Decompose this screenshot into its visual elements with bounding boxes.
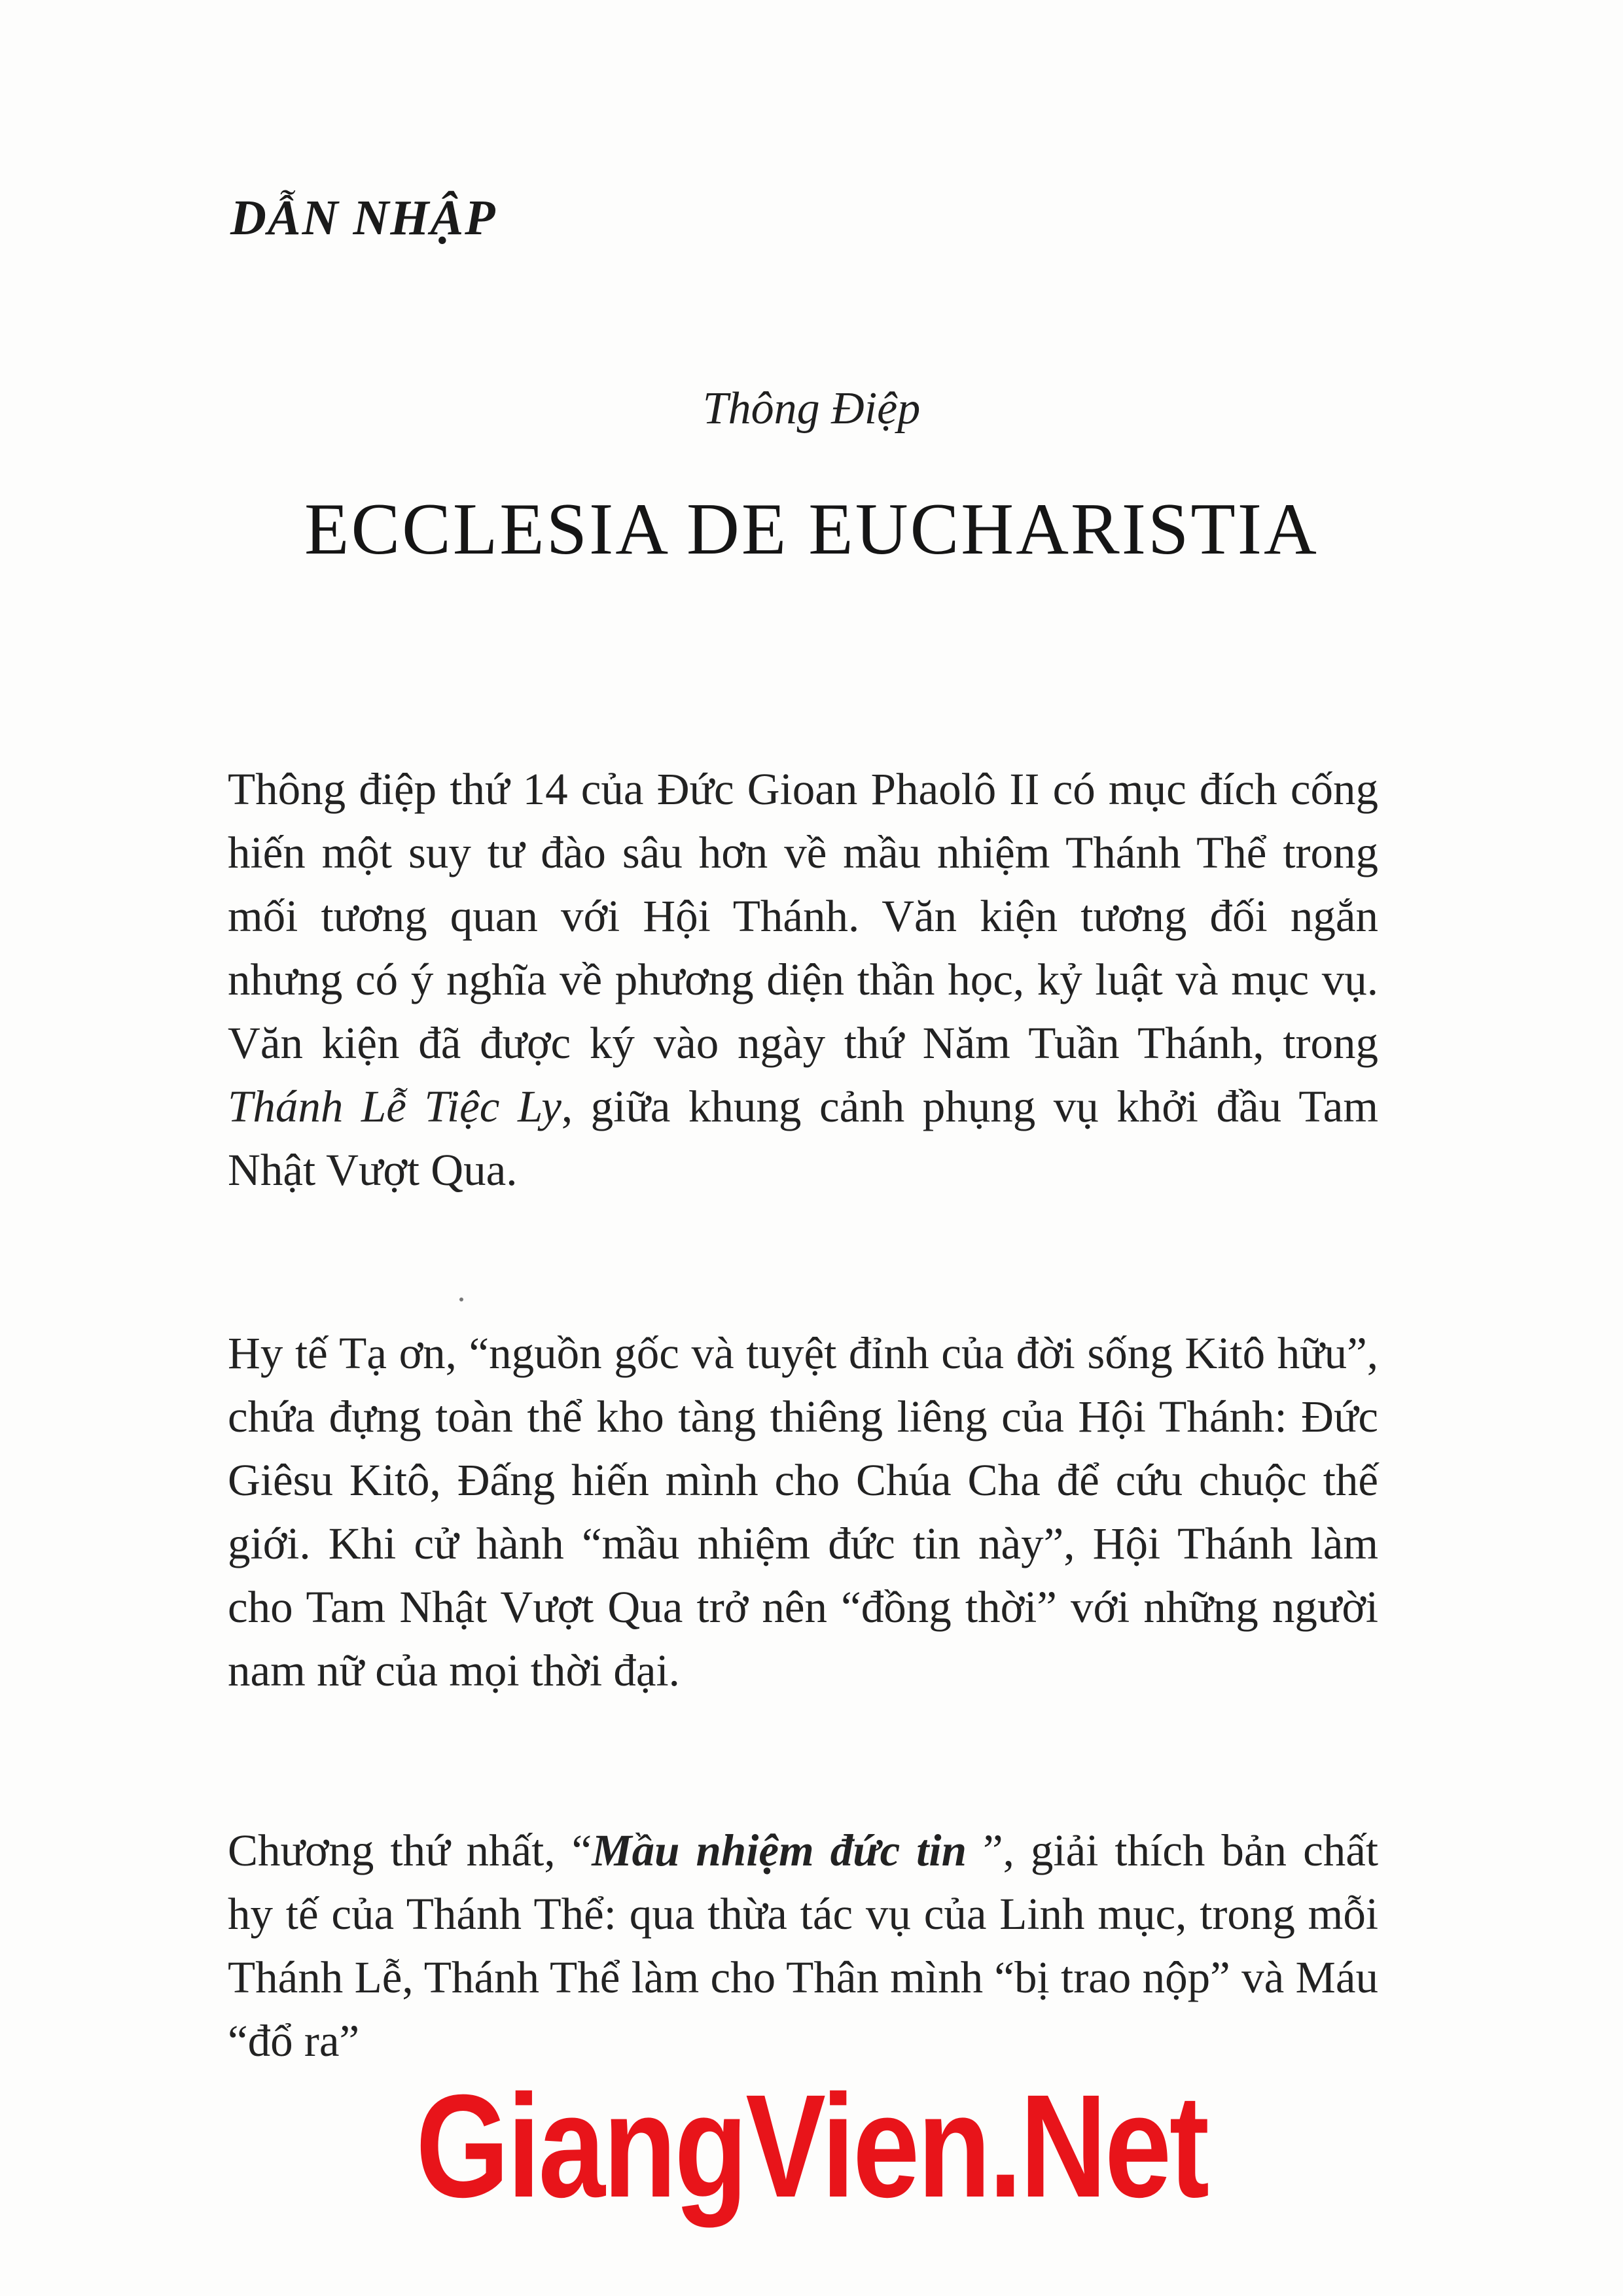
paragraph-text: Chương thứ nhất, “ <box>228 1826 592 1875</box>
paragraph-text: Thông điệp thứ 14 của Đức Gioan Phaolô II có mục đích cống hiến một suy tư đào sâu hơn về mầu nhiệm Thánh Thể trong mối tương quan với Hội Thánh. Văn kiện tương đối ngắn nhưng có ý nghĩa về phương diện thần học, kỷ luật và mục vụ. Văn kiện đã được ký vào ngày thứ Năm Tuần Thánh, trong <box>228 764 1378 1068</box>
paragraph-text: , giữa khung cảnh phụng vụ khởi đầu Tam Nhật Vượt Qua. <box>228 1082 1379 1195</box>
document-kicker: Thông Điệp <box>702 383 921 434</box>
scan-speck <box>459 1298 463 1301</box>
paragraph-sacrifice: Hy tế Tạ ơn, “nguồn gốc và tuyệt đỉnh của đời sống Kitô hữu”, chứa đựng toàn thể kho tàng thiêng liêng của Hội Thánh: Đức Giêsu Kitô, Đấng hiến mình cho Chúa Cha để cứu chuộc thế giới. Khi cử hành “mầu nhiệm đức tin này”, Hội Thánh làm cho Tam Nhật Vượt Qua trở nên “đồng thời” với những người nam nữ của mọi thời đại. <box>228 1328 1378 1695</box>
site-watermark: GiangVien.Net <box>416 2064 1207 2228</box>
paragraph-intro <box>228 758 1378 1202</box>
paragraph-text: ”, giải thích bản chất hy tế của Thánh Thể: qua thừa tác vụ của Linh mục, trong mỗi Thánh Lễ, Thánh Thể làm cho Thân mình “bị trao nộp” và Máu “đổ ra” <box>228 1826 1379 2066</box>
emphasis-text: Thánh Lễ Tiệc Ly <box>228 1082 562 1131</box>
document-title: ECCLESIA DE EUCHARISTIA <box>304 489 1319 570</box>
emphasis-text: Mầu nhiệm đức tin <box>592 1826 967 1875</box>
paragraph-chapter-one <box>228 1819 1378 2073</box>
section-heading: DẪN NHẬP <box>230 190 497 245</box>
